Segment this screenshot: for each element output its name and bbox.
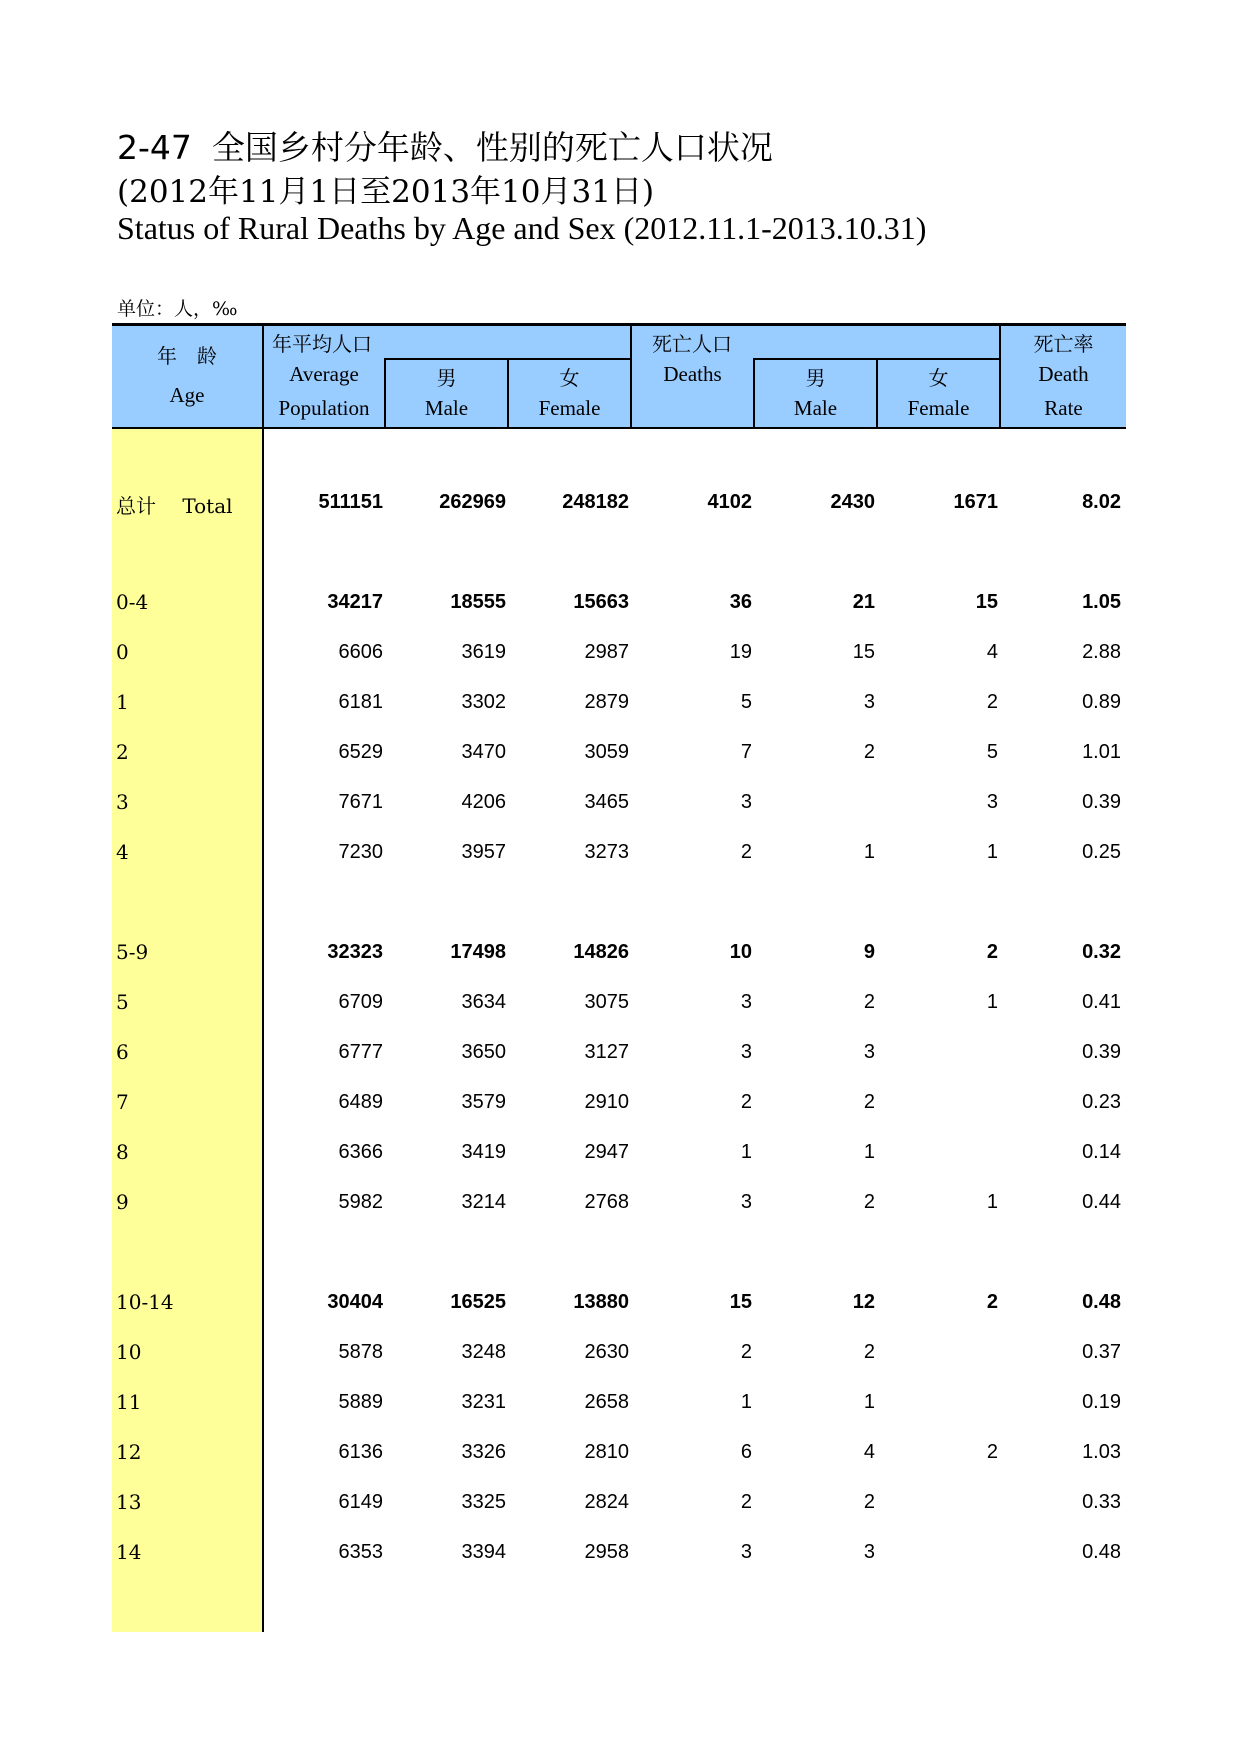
avg-pop-cell: 6181 — [338, 691, 383, 713]
deaths-cell: 7 — [740, 741, 752, 763]
deaths-female-cell: 3 — [986, 791, 998, 813]
avg-pop-female-cell: 2910 — [584, 1091, 629, 1113]
avg-pop-female-cell: 2958 — [584, 1541, 629, 1563]
table-row — [112, 1086, 1126, 1120]
header-deaths-male-cn: 男 — [805, 366, 826, 390]
death-rate-cell: 1.05 — [1082, 591, 1121, 613]
avg-pop-female-cell: 3273 — [584, 841, 629, 863]
death-rate-cell: 0.37 — [1082, 1341, 1121, 1363]
deaths-female-cell: 2 — [986, 941, 998, 963]
deaths-male-cell: 9 — [863, 941, 875, 963]
death-rate-cell: 2.88 — [1082, 641, 1121, 663]
avg-pop-female-cell: 3075 — [584, 991, 629, 1013]
deaths-cell: 3 — [740, 791, 752, 813]
deaths-male-cell: 1 — [863, 841, 875, 863]
deaths-female-cell: 2 — [986, 1291, 998, 1313]
age-cell: 9 — [116, 1190, 129, 1214]
avg-pop-cell: 30404 — [327, 1291, 383, 1313]
table-row — [112, 636, 1126, 670]
death-rate-cell: 0.14 — [1082, 1141, 1121, 1163]
death-rate-cell: 0.23 — [1082, 1091, 1121, 1113]
deaths-male-cell: 2 — [863, 1491, 875, 1513]
header-rate-cn: 死亡率 — [1033, 332, 1094, 356]
death-rate-cell: 0.39 — [1082, 1041, 1121, 1063]
avg-pop-male-cell: 3325 — [461, 1491, 506, 1513]
avg-pop-male-cell: 3394 — [461, 1541, 506, 1563]
avg-pop-female-cell: 2947 — [584, 1141, 629, 1163]
age-cell: 11 — [116, 1390, 142, 1414]
avg-pop-cell: 6709 — [338, 991, 383, 1013]
avg-pop-female-cell: 2879 — [584, 691, 629, 713]
avg-pop-cell: 6136 — [338, 1441, 383, 1463]
deaths-cell: 3 — [740, 1191, 752, 1213]
avg-pop-male-cell: 16525 — [450, 1291, 506, 1313]
title-cn: 全国乡村分年龄、性别的死亡人口状况 — [211, 128, 773, 167]
avg-pop-male-cell: 262969 — [439, 491, 506, 513]
table-row — [112, 1536, 1126, 1570]
table-row — [112, 786, 1126, 820]
avg-pop-male-cell: 3231 — [461, 1391, 506, 1413]
table-row — [112, 736, 1126, 770]
deaths-male-cell: 3 — [863, 1041, 875, 1063]
header-sub-divider — [384, 358, 632, 360]
death-rate-cell: 0.25 — [1082, 841, 1121, 863]
avg-pop-cell: 5889 — [338, 1391, 383, 1413]
table-row — [112, 1336, 1126, 1370]
table-row — [112, 1036, 1126, 1070]
table-row — [112, 1436, 1126, 1470]
avg-pop-male-cell: 3214 — [461, 1191, 506, 1213]
avg-pop-female-cell: 2824 — [584, 1491, 629, 1513]
avg-pop-male-cell: 4206 — [461, 791, 506, 813]
deaths-male-cell: 1 — [863, 1141, 875, 1163]
avg-pop-male-cell: 3650 — [461, 1041, 506, 1063]
table-row — [112, 686, 1126, 720]
deaths-cell: 15 — [729, 1291, 752, 1313]
avg-pop-female-cell: 2810 — [584, 1441, 629, 1463]
deaths-male-cell: 3 — [863, 691, 875, 713]
header-deaths-female-cn: 女 — [928, 366, 949, 390]
age-cell: 13 — [116, 1490, 142, 1514]
avg-pop-female-cell: 2987 — [584, 641, 629, 663]
age-cell: 5-9 — [116, 940, 149, 964]
avg-pop-cell: 32323 — [327, 941, 383, 963]
age-cell: 10-14 — [116, 1290, 174, 1314]
header-avgpop-en2: Population — [278, 396, 370, 420]
deaths-cell: 2 — [740, 1491, 752, 1513]
header-pop-male-en: Male — [424, 396, 469, 420]
deaths-cell: 10 — [729, 941, 752, 963]
age-cell: 0-4 — [116, 590, 149, 614]
header-pop-male-cn: 男 — [436, 366, 457, 390]
age-cell: 1 — [116, 690, 129, 714]
deaths-female-cell: 1671 — [953, 491, 998, 513]
avg-pop-cell: 6366 — [338, 1141, 383, 1163]
age-cell: 2 — [116, 740, 129, 764]
deaths-female-cell: 2 — [986, 691, 998, 713]
deaths-male-cell: 21 — [852, 591, 875, 613]
death-rate-cell: 0.19 — [1082, 1391, 1121, 1413]
avg-pop-female-cell: 3127 — [584, 1041, 629, 1063]
deaths-female-cell: 4 — [986, 641, 998, 663]
avg-pop-male-cell: 3248 — [461, 1341, 506, 1363]
deaths-cell: 36 — [729, 591, 752, 613]
avg-pop-male-cell: 3619 — [461, 641, 506, 663]
death-rate-cell: 1.01 — [1082, 741, 1121, 763]
avg-pop-male-cell: 3419 — [461, 1141, 506, 1163]
deaths-male-cell: 2 — [863, 991, 875, 1013]
death-rate-cell: 0.48 — [1082, 1291, 1121, 1313]
deaths-cell: 6 — [740, 1441, 752, 1463]
table-row — [112, 1136, 1126, 1170]
header-age-cn: 年 龄 — [157, 344, 217, 368]
title-period: (2012年11月1日至2013年10月31日) — [117, 174, 655, 210]
deaths-cell: 3 — [740, 1041, 752, 1063]
age-cell: 6 — [116, 1040, 129, 1064]
avg-pop-cell: 6606 — [338, 641, 383, 663]
avg-pop-cell: 7671 — [338, 791, 383, 813]
table-row — [112, 586, 1126, 620]
age-cell: 3 — [116, 790, 129, 814]
age-cell: 5 — [116, 990, 129, 1014]
header-rate-en2: Rate — [1044, 396, 1083, 420]
deaths-male-cell: 2 — [863, 1091, 875, 1113]
age-cell: 7 — [116, 1090, 129, 1114]
header-deaths-male-en: Male — [793, 396, 838, 420]
page-title — [117, 122, 773, 169]
deaths-cell: 2 — [740, 1341, 752, 1363]
deaths-male-cell: 2 — [863, 1341, 875, 1363]
header-pop-female-en: Female — [538, 396, 601, 420]
deaths-male-cell: 3 — [863, 1541, 875, 1563]
deaths-cell: 5 — [740, 691, 752, 713]
avg-pop-female-cell: 3059 — [584, 741, 629, 763]
deaths-cell: 2 — [740, 841, 752, 863]
death-rate-cell: 1.03 — [1082, 1441, 1121, 1463]
deaths-cell: 1 — [740, 1141, 752, 1163]
table-row — [112, 836, 1126, 870]
header-avgpop-cn: 年平均人口 — [272, 332, 372, 356]
title-en: Status of Rural Deaths by Age and Sex (2012.11.1-2013.10.31) — [117, 210, 927, 246]
age-cell: 14 — [116, 1540, 142, 1564]
deaths-cell: 19 — [729, 641, 752, 663]
table-row — [112, 1486, 1126, 1520]
deaths-female-cell: 2 — [986, 1441, 998, 1463]
header-deaths-cn: 死亡人口 — [652, 332, 732, 356]
deaths-male-cell: 2430 — [830, 491, 875, 513]
table-row — [112, 1386, 1126, 1420]
header-deaths-en: Deaths — [663, 362, 722, 386]
avg-pop-cell: 6489 — [338, 1091, 383, 1113]
avg-pop-female-cell: 2658 — [584, 1391, 629, 1413]
avg-pop-male-cell: 3957 — [461, 841, 506, 863]
avg-pop-female-cell: 2630 — [584, 1341, 629, 1363]
table-number: 2-47 — [117, 128, 192, 167]
avg-pop-male-cell: 3634 — [461, 991, 506, 1013]
avg-pop-cell: 6777 — [338, 1041, 383, 1063]
unit-label: 单位：人，‰ — [117, 298, 238, 320]
header-deaths-female-en: Female — [907, 396, 970, 420]
deaths-male-cell: 2 — [863, 741, 875, 763]
age-cell: 10 — [116, 1340, 142, 1364]
avg-pop-cell: 511151 — [318, 491, 383, 513]
avg-pop-male-cell: 3326 — [461, 1441, 506, 1463]
deaths-cell: 3 — [740, 991, 752, 1013]
deaths-male-cell: 4 — [863, 1441, 875, 1463]
avg-pop-female-cell: 13880 — [573, 1291, 629, 1313]
deaths-cell: 4102 — [707, 491, 752, 513]
avg-pop-cell: 34217 — [327, 591, 383, 613]
avg-pop-cell: 6353 — [338, 1541, 383, 1563]
death-rate-cell: 0.41 — [1082, 991, 1121, 1013]
table-row — [112, 936, 1126, 970]
avg-pop-cell: 6529 — [338, 741, 383, 763]
avg-pop-male-cell: 3302 — [461, 691, 506, 713]
avg-pop-male-cell: 17498 — [450, 941, 506, 963]
avg-pop-cell: 7230 — [338, 841, 383, 863]
deaths-female-cell: 1 — [986, 841, 998, 863]
age-cell: 总计 Total — [116, 494, 233, 518]
death-rate-cell: 8.02 — [1082, 491, 1121, 513]
deaths-female-cell: 1 — [986, 1191, 998, 1213]
avg-pop-female-cell: 15663 — [573, 591, 629, 613]
avg-pop-female-cell: 14826 — [573, 941, 629, 963]
deaths-female-cell: 1 — [986, 991, 998, 1013]
header-pop-female-cn: 女 — [559, 366, 580, 390]
deaths-female-cell: 15 — [975, 591, 998, 613]
death-rate-cell: 0.89 — [1082, 691, 1121, 713]
table-row — [112, 986, 1126, 1020]
header-bottom-border — [112, 427, 1126, 429]
age-cell: 0 — [116, 640, 129, 664]
header-rate-en1: Death — [1038, 362, 1089, 386]
table-row — [112, 1286, 1126, 1320]
header-age-en: Age — [169, 383, 205, 407]
deaths-male-cell: 12 — [852, 1291, 875, 1313]
avg-pop-male-cell: 18555 — [450, 591, 506, 613]
death-rate-cell: 0.44 — [1082, 1191, 1121, 1213]
avg-pop-female-cell: 248182 — [562, 491, 629, 513]
deaths-female-cell: 5 — [986, 741, 998, 763]
table-row — [112, 486, 1126, 520]
death-rate-cell: 0.39 — [1082, 791, 1121, 813]
age-cell: 12 — [116, 1440, 142, 1464]
avg-pop-cell: 6149 — [338, 1491, 383, 1513]
deaths-cell: 3 — [740, 1541, 752, 1563]
deaths-cell: 1 — [740, 1391, 752, 1413]
avg-pop-cell: 5982 — [338, 1191, 383, 1213]
deaths-male-cell: 15 — [852, 641, 875, 663]
avg-pop-female-cell: 3465 — [584, 791, 629, 813]
avg-pop-male-cell: 3470 — [461, 741, 506, 763]
avg-pop-cell: 5878 — [338, 1341, 383, 1363]
table-row — [112, 1186, 1126, 1220]
death-rate-cell: 0.33 — [1082, 1491, 1121, 1513]
avg-pop-male-cell: 3579 — [461, 1091, 506, 1113]
death-rate-cell: 0.48 — [1082, 1541, 1121, 1563]
age-cell: 4 — [116, 840, 129, 864]
deaths-male-cell: 1 — [863, 1391, 875, 1413]
death-rate-cell: 0.32 — [1082, 941, 1121, 963]
age-cell: 8 — [116, 1140, 129, 1164]
header-sub-divider — [753, 358, 1001, 360]
header-avgpop-en1: Average — [289, 362, 359, 386]
deaths-male-cell: 2 — [863, 1191, 875, 1213]
deaths-cell: 2 — [740, 1091, 752, 1113]
avg-pop-female-cell: 2768 — [584, 1191, 629, 1213]
